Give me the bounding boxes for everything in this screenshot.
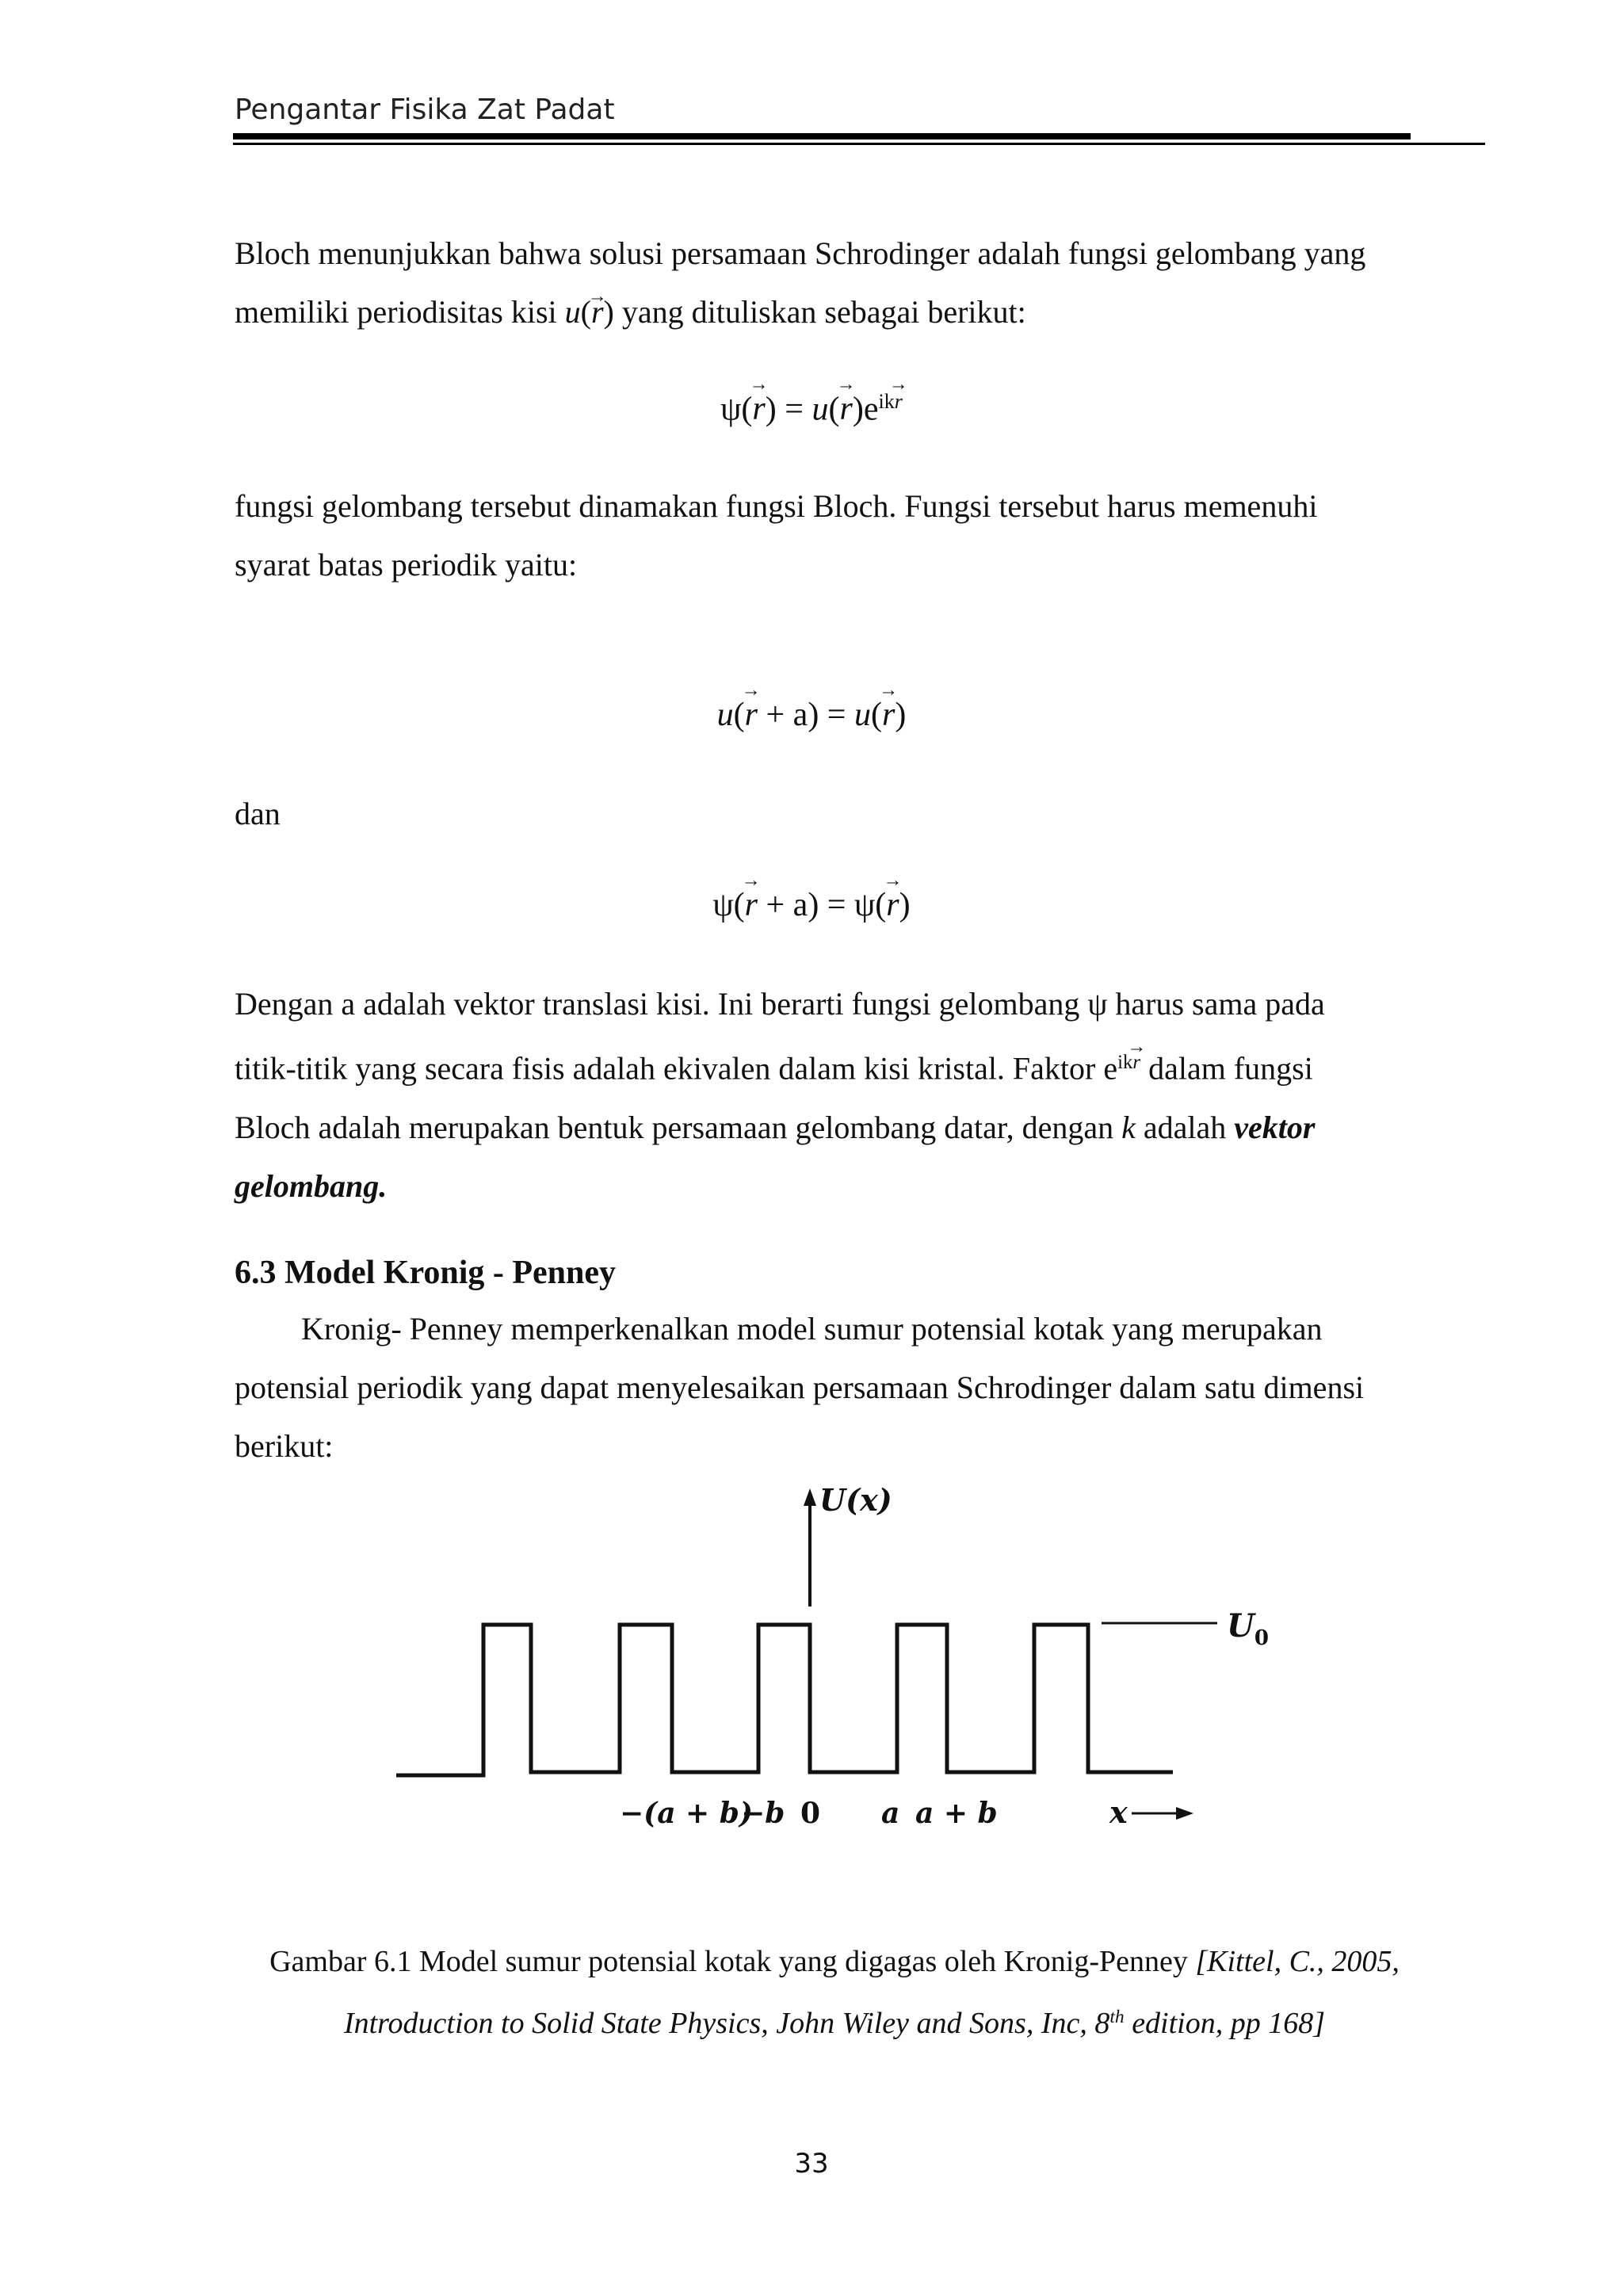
level-label-u0: $U_0$	[1227, 1607, 1269, 1650]
text-line: titik-titik yang secara fisis adalah ekivalen dalam kisi kristal. Faktor $e^{ik\to r}$ dalam fungsi	[235, 1033, 1434, 1098]
page-number: 33	[794, 2148, 829, 2179]
text-line: Dengan a adalah vektor translasi kisi. Ini berarti fungsi gelombang ψ harus sama pada	[235, 986, 1325, 1022]
text-line: fungsi gelombang tersebut dinamakan fungsi Bloch. Fungsi tersebut harus memenuhi	[235, 488, 1318, 524]
word-dan: dan	[235, 796, 281, 831]
caption-line: Introduction to Solid State Physics, John Wiley and Sons, Inc, 8th edition, pp 168]	[343, 2006, 1326, 2040]
y-axis-label: U(x)	[819, 1482, 892, 1518]
text-line: syarat batas periodik yaitu:	[235, 547, 578, 583]
y-axis-arrowhead	[804, 1488, 816, 1506]
text-line: gelombang.	[235, 1167, 388, 1204]
running-header: Pengantar Fisika Zat Padat	[235, 94, 615, 126]
figure-caption	[235, 1934, 1434, 2051]
text-line: Bloch adalah merupakan bentuk persamaan gelombang datar, dengan k adalah vektor	[235, 1109, 1316, 1145]
caption-line: Gambar 6.1 Model sumur potensial kotak yang digagas oleh Kronig-Penney [Kittel, C., 2005,	[269, 1945, 1400, 1978]
tick-label-minus-a-plus-b: −(a + b)	[620, 1797, 753, 1830]
x-axis-label: x	[1109, 1794, 1128, 1830]
text-line: Kronig- Penney memperkenalkan model sumur potensial kotak yang merupakan	[301, 1311, 1323, 1347]
equation-periodic-u: u(→ r + a) = u(→ r)	[0, 696, 1623, 734]
text-line: berikut:	[235, 1428, 334, 1464]
tick-label-minus-b: −b	[741, 1797, 785, 1830]
tick-label-zero: 0	[800, 1797, 821, 1830]
equation-periodic-psi: ψ(→ r + a) = ψ(→ r)	[0, 886, 1623, 924]
section-heading: 6.3 Model Kronig - Penney	[235, 1255, 617, 1291]
tick-label-a: a	[881, 1797, 900, 1830]
potential-waveform	[396, 1625, 1173, 1775]
text-line: memiliki periodisitas kisi u(→ r) yang dituliskan sebagai berikut:	[235, 283, 1434, 342]
text-line: potensial periodik yang dapat menyelesaikan persamaan Schrodinger dalam satu dimensi	[235, 1370, 1365, 1405]
x-axis-arrowhead	[1176, 1807, 1193, 1820]
tick-label-a-plus-b: a + b	[915, 1797, 998, 1830]
text-line: Bloch menunjukkan bahwa solusi persamaan Schrodinger adalah fungsi gelombang yang	[235, 235, 1366, 271]
equation-bloch-function: $\psi(\to r) = u(\to r)e^{ik\to r}$	[0, 390, 1623, 428]
